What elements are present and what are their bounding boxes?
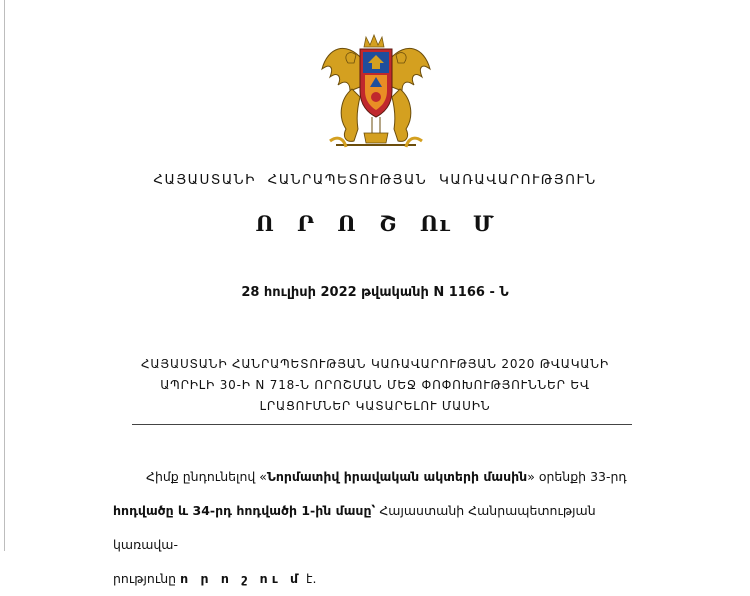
body-line bbox=[113, 562, 633, 596]
body-text-fragment: է. bbox=[302, 571, 317, 586]
decision-date-number: 28 հուլիսի 2022 թվականի N 1166 - Ն bbox=[241, 285, 509, 300]
decision-body bbox=[113, 460, 633, 596]
body-text-emphasis: Նորմատիվ իրավական ակտերի մասին bbox=[266, 469, 528, 484]
subject-line: ՀԱՅԱՍՏԱՆԻ ՀԱՆՐԱՊԵՏՈՒԹՅԱՆ ԿԱՌԱՎԱՐՈՒԹՅԱՆ 2020 ԹՎԱԿԱՆԻ bbox=[141, 357, 609, 371]
subject-line: ԼՐԱՑՈՒՄՆԵՐ ԿԱՏԱՐԵԼՈՒ ՄԱՍԻՆ bbox=[259, 399, 491, 413]
body-text-emphasis: հոդվածը և 34-րդ հոդվածի 1-ին մասը՝ bbox=[113, 503, 376, 518]
body-text-emphasis: ո ր ո շ ու մ bbox=[180, 571, 303, 586]
decision-title: Ո Ր Ո Շ Ու Մ bbox=[255, 211, 495, 236]
body-text-fragment: րությունը bbox=[113, 571, 181, 586]
page-edge bbox=[4, 0, 5, 551]
body-text-fragment: Հիմք ընդունելով « bbox=[146, 469, 267, 484]
subject-divider bbox=[132, 424, 632, 425]
body-line bbox=[113, 460, 633, 494]
coat-of-arms-icon bbox=[316, 33, 436, 155]
decision-subject bbox=[90, 354, 660, 417]
subject-line: ԱՊՐԻԼԻ 30-Ի N 718-Ն ՈՐՈՇՄԱՆ ՄԵՋ ՓՈՓՈԽՈՒԹՅՈՒՆՆԵՐ ԵՎ bbox=[160, 378, 590, 392]
body-text-fragment: Հայաստանի Հանրապետության կառավա- bbox=[113, 503, 596, 552]
body-text-fragment: » օրենքի 33-րդ bbox=[527, 469, 627, 484]
government-title: ՀԱՅԱՍՏԱՆԻ ՀԱՆՐԱՊԵՏՈՒԹՅԱՆ ԿԱՌԱՎԱՐՈՒԹՅՈՒՆ bbox=[153, 172, 597, 188]
body-line bbox=[113, 494, 633, 562]
